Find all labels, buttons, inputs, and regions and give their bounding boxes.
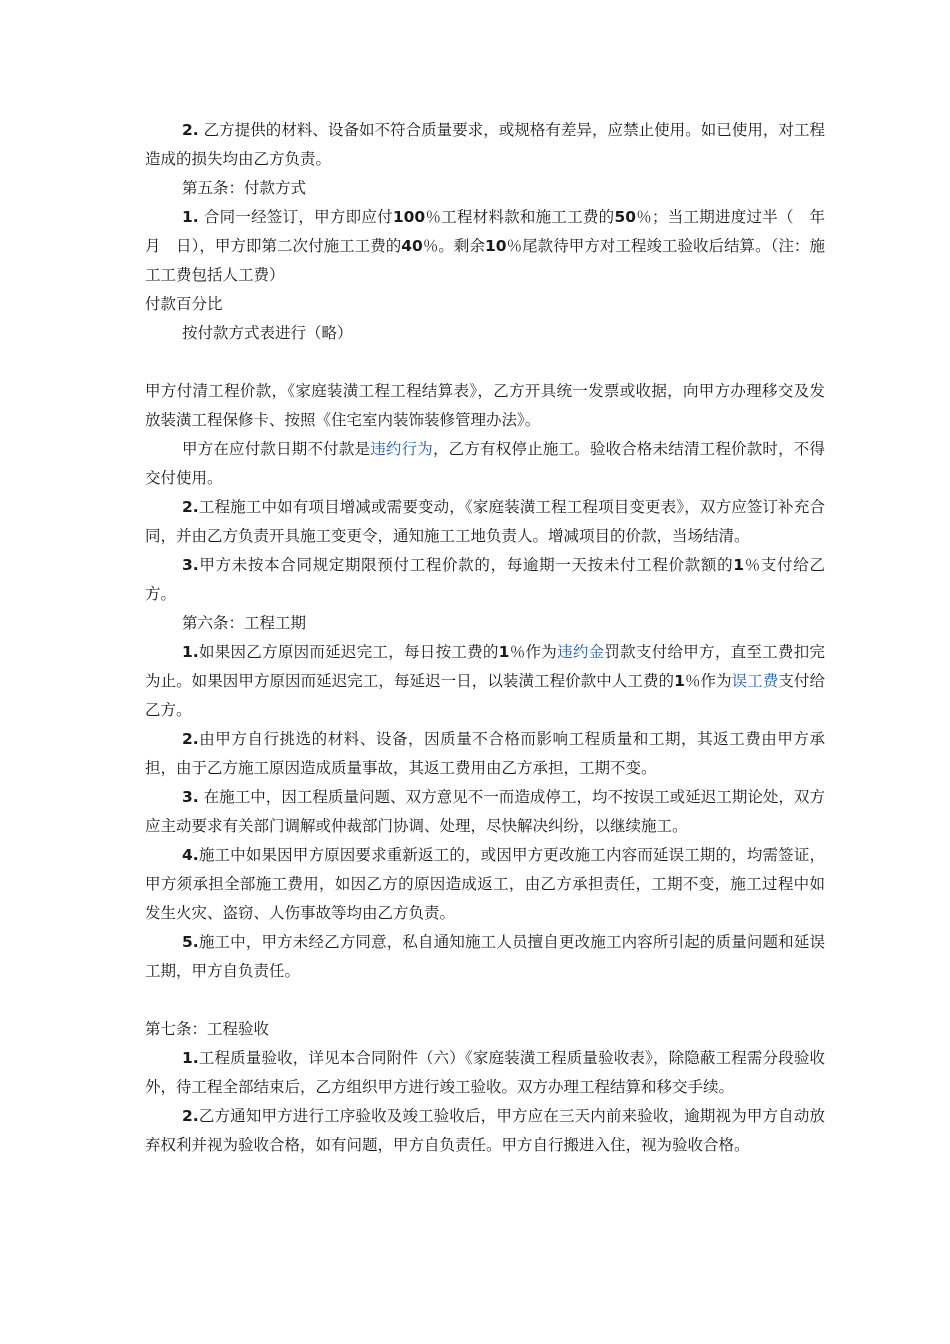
payment-table-note: 按付款方式表进行（略） <box>182 324 353 342</box>
paragraph-change-order: 2.工程施工中如有项目增减或需要变动，《家庭装潢工程工程项目变更表》，双方应签订补充合同，并由乙方负责开具施工变更令，通知施工工地负责人。增减项目的价款，当场结清。 <box>145 498 825 545</box>
link-breach-of-contract[interactable]: 违约行为 <box>370 440 433 458</box>
paragraph-delay-penalty: 1.如果因乙方原因而延迟完工，每日按工费的1％作为违约金罚款支付给甲方，直至工费扣完为止。如果因甲方原因而延迟完工，每延迟一日，以装潢工程价款中人工费的1％作为误工费支付给乙方。 <box>145 643 825 719</box>
link-liquidated-damages[interactable]: 违约金 <box>557 643 605 661</box>
contract-body <box>145 116 841 1160</box>
item-number: 2. <box>182 121 199 139</box>
article-5-title: 第五条：付款方式 <box>182 179 307 197</box>
paragraph-late-payment: 甲方在应付款日期不付款是违约行为，乙方有权停止施工。验收合格未结清工程价款时，不得交付使用。 <box>145 440 825 487</box>
paragraph-payment-schedule: 1. 合同一经签订，甲方即应付100％工程材料款和施工工费的50％；当工期进度过半（ 年 月 日），甲方即第二次付施工工费的40％。剩余10％尾款待甲方对工程竣工验收后结算。（注：施工工费包括人工费） <box>145 208 841 284</box>
paragraph-settlement: 甲方付清工程价款，《家庭装潢工程工程结算表》，乙方开具统一发票或收据，向甲方办理移交及发放装潢工程保修卡、按照《住宅室内装饰装修管理办法》。 <box>145 382 825 429</box>
paragraph-rework-owner: 4.施工中如果因甲方原因要求重新返工的，或因甲方更改施工内容而延误工期的，均需签证，甲方须承担全部施工费用，如因乙方的原因造成返工，由乙方承担责任，工期不变，施工过程中如发生火灾、盗窃、人伤事故等均由乙方负责。 <box>145 846 825 922</box>
paragraph-work-stoppage: 3. 在施工中，因工程质量问题、双方意见不一而造成停工，均不按误工或延迟工期论处，双方应主动要求有关部门调解或仲裁部门协调、处理，尽快解决纠纷，以继续施工。 <box>145 788 825 835</box>
article-7-title: 第七条：工程验收 <box>145 1020 270 1038</box>
paragraph-quality-acceptance: 1.工程质量验收，详见本合同附件（六）《家庭装潢工程质量验收表》，除隐蔽工程需分段验收外，待工程全部结束后，乙方组织甲方进行竣工验收。双方办理工程结算和移交手续。 <box>145 1049 825 1096</box>
paragraph-unauthorized-change: 5.施工中，甲方未经乙方同意，私自通知施工人员擅自更改施工内容所引起的质量问题和延误工期，甲方自负责任。 <box>145 933 825 980</box>
paragraph-rework-materials: 2.由甲方自行挑选的材料、设备，因质量不合格而影响工程质量和工期，其返工费由甲方承担，由于乙方施工原因造成质量事故，其返工费用由乙方承担，工期不变。 <box>145 730 825 777</box>
paragraph-materials-quality: 2. 乙方提供的材料、设备如不符合质量要求，或规格有差异，应禁止使用。如已使用，对工程造成的损失均由乙方负责。 <box>145 121 825 168</box>
paragraph-acceptance-deadline: 2.乙方通知甲方进行工序验收及竣工验收后，甲方应在三天内前来验收，逾期视为甲方自动放弃权利并视为验收合格，如有问题，甲方自负责任。甲方自行搬进入住，视为验收合格。 <box>145 1107 825 1154</box>
paragraph-late-penalty: 3.甲方未按本合同规定期限预付工程价款的，每逾期一天按未付工程价款额的1％支付给乙方。 <box>145 556 825 603</box>
link-delay-compensation[interactable]: 误工费 <box>731 672 779 690</box>
article-6-title: 第六条：工程工期 <box>182 614 307 632</box>
payment-percentage-label: 付款百分比 <box>145 295 223 313</box>
